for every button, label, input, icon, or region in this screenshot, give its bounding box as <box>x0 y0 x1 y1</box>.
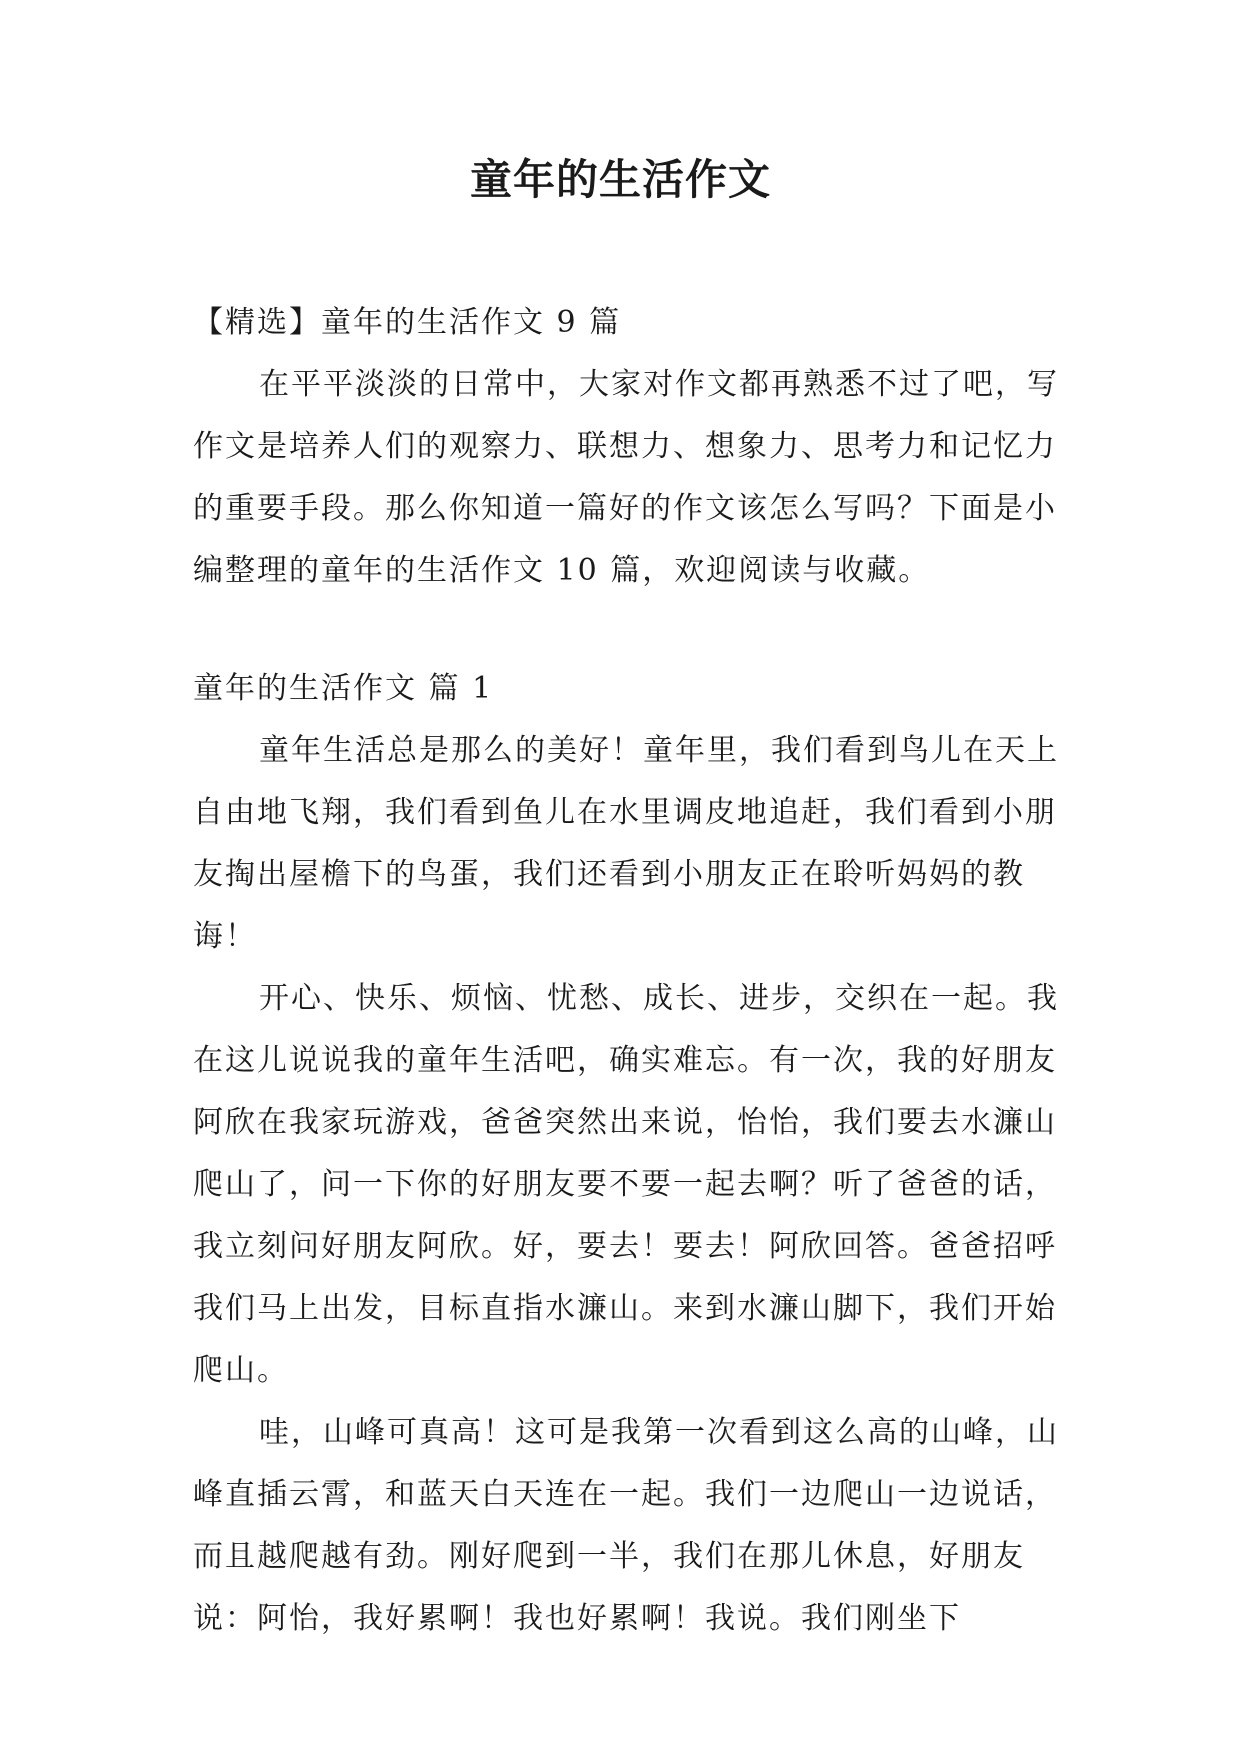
document-subtitle: 【精选】童年的生活作文 9 篇 <box>193 305 622 340</box>
body-paragraph-2: 开心、快乐、烦恼、忧愁、成长、进步，交织在一起。我在这儿说说我的童年生活吧，确实难忘。有一次，我的好朋友阿欣在我家玩游戏，爸爸突然出来说，怡怡，我们要去水濂山爬山了，问一下你的好朋友要不要一起去啊？听了爸爸的话，我立刻问好朋友阿欣。好，要去！要去！阿欣回答。爸爸招呼我们马上出发，目标直指水濂山。来到水濂山脚下，我们开始爬山。 <box>193 981 1059 1388</box>
document-body <box>193 292 1063 1650</box>
document-title: 童年的生活作文 <box>469 155 771 204</box>
intro-paragraph: 在平平淡淡的日常中，大家对作文都再熟悉不过了吧，写作文是培养人们的观察力、联想力、想象力、思考力和记忆力的重要手段。那么你知道一篇好的作文该怎么写吗？下面是小编整理的童年的生活作文 10 篇，欢迎阅读与收藏。 <box>193 367 1059 588</box>
section-spacer <box>193 602 1063 658</box>
body-paragraph-3: 哇，山峰可真高！这可是我第一次看到这么高的山峰，山峰直插云霄，和蓝天白天连在一起。我们一边爬山一边说话，而且越爬越有劲。刚好爬到一半，我们在那儿休息，好朋友说：阿怡，我好累啊！我也好累啊！我说。我们刚坐下 <box>193 1415 1059 1636</box>
body-paragraph-1: 童年生活总是那么的美好！童年里，我们看到鸟儿在天上自由地飞翔，我们看到鱼儿在水里调皮地追赶，我们看到小朋友掏出屋檐下的鸟蛋，我们还看到小朋友正在聆听妈妈的教诲！ <box>193 733 1059 954</box>
section-heading: 童年的生活作文 篇 1 <box>193 671 494 706</box>
